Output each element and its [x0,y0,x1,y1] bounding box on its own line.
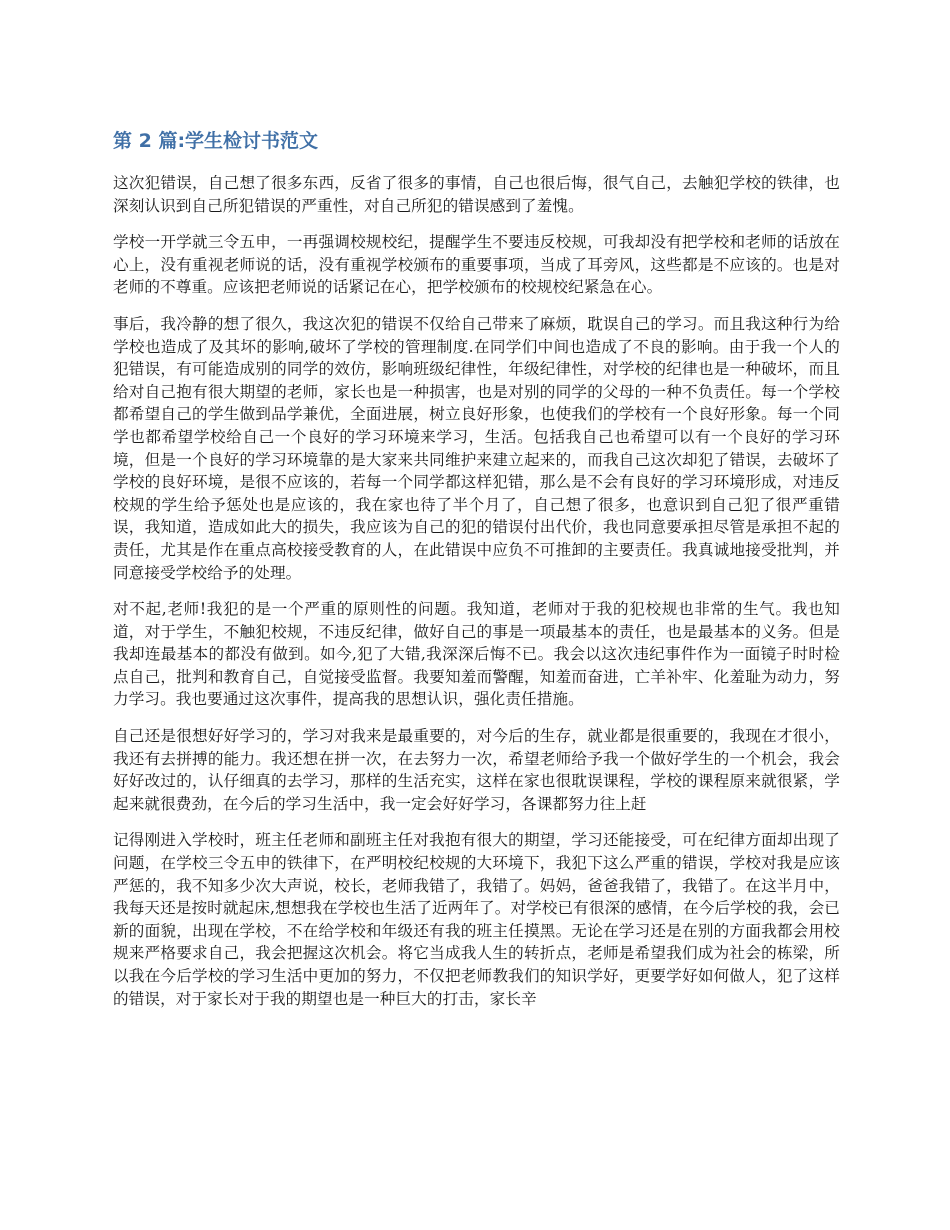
document-title: 第 2 篇:学生检讨书范文 [113,130,319,152]
paragraph-4: 对不起,老师!我犯的是一个严重的原则性的问题。我知道，老师对于我的犯校规也非常的生气。我也知道，对于学生，不触犯校规，不违反纪律，做好自己的事是一项最基本的责任，也是最基本的义务。但是我却连最基本的都没有做到。如今,犯了大错,我深深后悔不已。我会以这次违纪事件作为一面镜子时时检点自己，批判和教育自己，自觉接受监督。我要知羞而警醒，知羞而奋进，亡羊补牢、化羞耻为动力，努力学习。我也要通过这次事件，提高我的思想认识，强化责任措施。 [113,600,840,709]
paragraph-3: 事后，我冷静的想了很久，我这次犯的错误不仅给自己带来了麻烦，耽误自己的学习。而且我这种行为给学校也造成了及其坏的影响,破坏了学校的管理制度.在同学们中间也造成了不良的影响。由于我一个人的犯错误，有可能造成别的同学的效仿，影响班级纪律性，年级纪律性，对学校的纪律也是一种破坏，而且给对自己抱有很大期望的老师，家长也是一种损害，也是对别的同学的父母的一种不负责任。每一个学校都希望自己的学生做到品学兼优，全面进展，树立良好形象，也使我们的学校有一个良好形象。每一个同学也都希望学校给自己一个良好的学习环境来学习，生活。包括我自己也希望可以有一个良好的学习环境，但是一个良好的学习环境靠的是大家来共同维护来建立起来的，而我自己这次却犯了错误，去破坏了学校的良好环境，是很不应该的，若每一个同学都这样犯错，那么是不会有良好的学习环境形成，对违反校规的学生给予惩处也是应该的，我在家也待了半个月了，自己想了很多，也意识到自己犯了很严重错误，我知道，造成如此大的损失，我应该为自己的犯的错误付出代价，我也同意要承担尽管是承担不起的责任，尤其是作在重点高校接受教育的人，在此错误中应负不可推卸的主要责任。我真诚地接受批判，并同意接受学校给予的处理。 [113,314,840,582]
paragraph-5: 自己还是很想好好学习的，学习对我来是最重要的，对今后的生存，就业都是很重要的，我现在才很小，我还有去拼搏的能力。我还想在拼一次，在去努力一次，希望老师给予我一个做好学生的一个机会，我会好好改过的，认仔细真的去学习，那样的生活充实，这样在家也很耽误课程，学校的课程原来就很紧，学起来就很费劲，在今后的学习生活中，我一定会好好学习，各课都努力往上赶 [113,727,840,813]
document-page [113,124,840,1024]
paragraph-1: 这次犯错误，自己想了很多东西，反省了很多的事情，自己也很后悔，很气自己，去触犯学校的铁律，也深刻认识到自己所犯错误的严重性，对自己所犯的错误感到了羞愧。 [113,174,840,215]
paragraph-2: 学校一开学就三令五申，一再强调校规校纪，提醒学生不要违反校规，可我却没有把学校和老师的话放在心上，没有重视老师说的话，没有重视学校颁布的重要事项，当成了耳旁风，这些都是不应该的。也是对老师的不尊重。应该把老师说的话紧记在心，把学校颁布的校规校纪紧急在心。 [113,233,840,297]
paragraph-6: 记得刚进入学校时，班主任老师和副班主任对我抱有很大的期望，学习还能接受，可在纪律方面却出现了问题，在学校三令五申的铁律下，在严明校纪校规的大环境下，我犯下这么严重的错误，学校对我是应该严惩的，我不知多少次大声说，校长，老师我错了，我错了。妈妈，爸爸我错了，我错了。在这半月中，我每天还是按时就起床,想想我在学校也生活了近两年了。对学校已有很深的感情，在今后学校的我，会已新的面貌，出现在学校，不在给学校和年级还有我的班主任摸黑。无论在学习还是在别的方面我都会用校规来严格要求自己，我会把握这次机会。将它当成我人生的转折点，老师是希望我们成为社会的栋梁，所以我在今后学校的学习生活中更加的努力，不仅把老师教我们的知识学好，更要学好如何做人，犯了这样的错误，对于家长对于我的期望也是一种巨大的打击，家长辛 [113,831,840,1008]
